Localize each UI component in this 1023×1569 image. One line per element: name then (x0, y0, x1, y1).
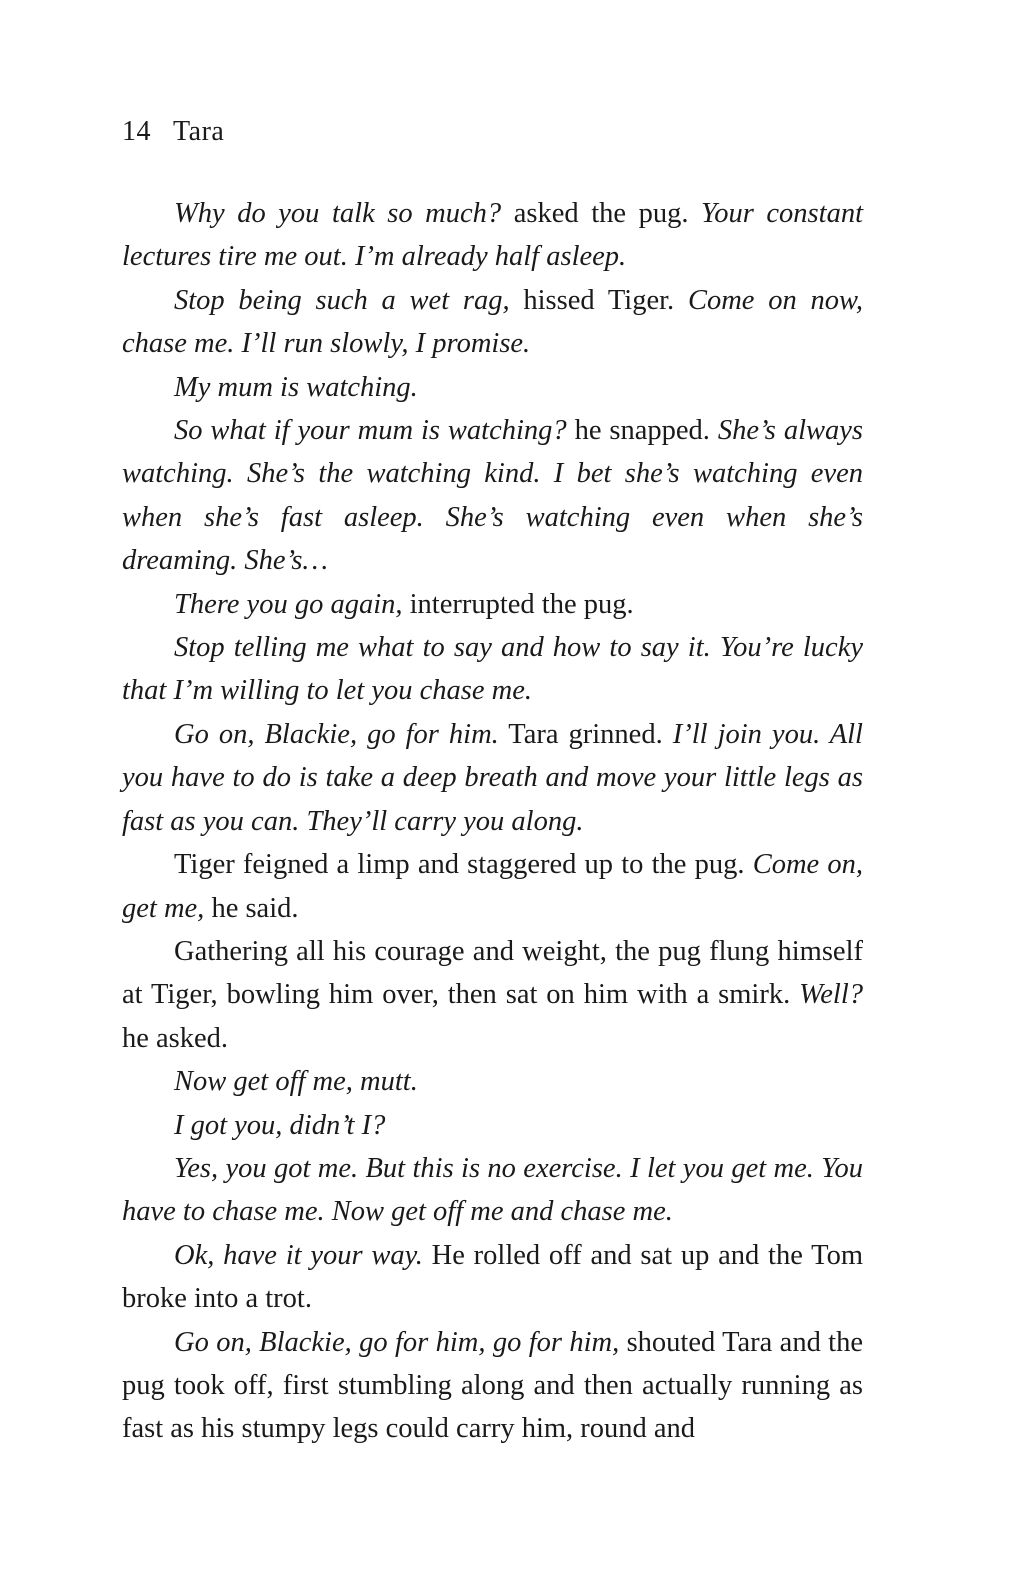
italic-run: Ok, have it your way. (174, 1239, 423, 1271)
paragraph (122, 930, 863, 1060)
italic-run: Your constant lectures tire me out. I’m already half asleep. (122, 198, 863, 273)
italic-run: There you go again, (174, 588, 403, 620)
page-number: 14 (122, 116, 151, 147)
italic-run: Now get off me, mutt. (174, 1066, 418, 1098)
italic-run: Well? (799, 979, 863, 1011)
italic-run: Yes, you got me. But this is no exercise. I let you get me. You have to chase me. Now get off me and chase me. (122, 1152, 863, 1228)
paragraph (122, 1104, 863, 1147)
paragraph (122, 583, 863, 626)
italic-run: Go on, Blackie, go for him. (174, 718, 499, 750)
text-run: interrupted the pug. (402, 588, 634, 620)
italic-run: She’s always watching. She’s the watching kind. I bet she’s watching even when she’s fast asleep. She’s watching even when she’s dreaming. She’s… (122, 415, 863, 577)
running-head (122, 112, 224, 152)
paragraph (122, 279, 863, 366)
italic-run: Stop being such a wet rag, (174, 284, 510, 316)
italic-run: So what if your mum is watching? (174, 415, 567, 447)
text-run: hissed Tiger. (509, 284, 688, 316)
paragraph (122, 713, 863, 843)
text-run: asked the pug. (501, 198, 702, 229)
running-title: Tara (173, 116, 225, 147)
paragraph (122, 366, 863, 409)
paragraph (122, 1060, 863, 1103)
text-run: he snapped. (566, 415, 718, 447)
text-run: Gathering all his courage and weight, the pug flung himself at Tiger, bowling him over, then sat on him with a smirk. (122, 935, 863, 1011)
text-run: he asked. (122, 1022, 229, 1054)
paragraph (122, 1147, 863, 1234)
italic-run: Come on now, chase me. I’ll run slowly, I promise. (122, 284, 863, 360)
italic-run: Why do you talk so much? (174, 198, 502, 229)
paragraph (122, 843, 863, 930)
paragraph (122, 409, 863, 583)
italic-run: I’ll join you. All you have to do is take a deep breath and move your little legs as fast as you can. They’ll carry you along. (122, 718, 863, 837)
italic-run: Stop telling me what to say and how to say it. You’re lucky that I’m willing to let you chase me. (122, 632, 863, 707)
paragraph (122, 1321, 863, 1451)
italic-run: Come on, get me, (122, 849, 863, 924)
italic-run: Go on, Blackie, go for him, go for him, (174, 1326, 620, 1358)
paragraph (122, 1234, 863, 1321)
italic-run: I got you, didn’t I? (174, 1109, 386, 1141)
italic-run: My mum is watching. (174, 371, 418, 403)
body-text (122, 192, 863, 1451)
text-run: shouted Tara and the pug took off, first stumbling along and then actually running as fast as his stumpy legs could carry him, round and (122, 1326, 863, 1445)
text-run: he said. (204, 892, 299, 924)
text-run: Tiger feigned a limp and staggered up to the pug. (174, 849, 753, 881)
text-run: Tara grinned. (498, 718, 673, 750)
paragraph (122, 626, 863, 713)
text-run: He rolled off and sat up and the Tom broke into a trot. (122, 1239, 863, 1315)
paragraph (122, 192, 863, 279)
